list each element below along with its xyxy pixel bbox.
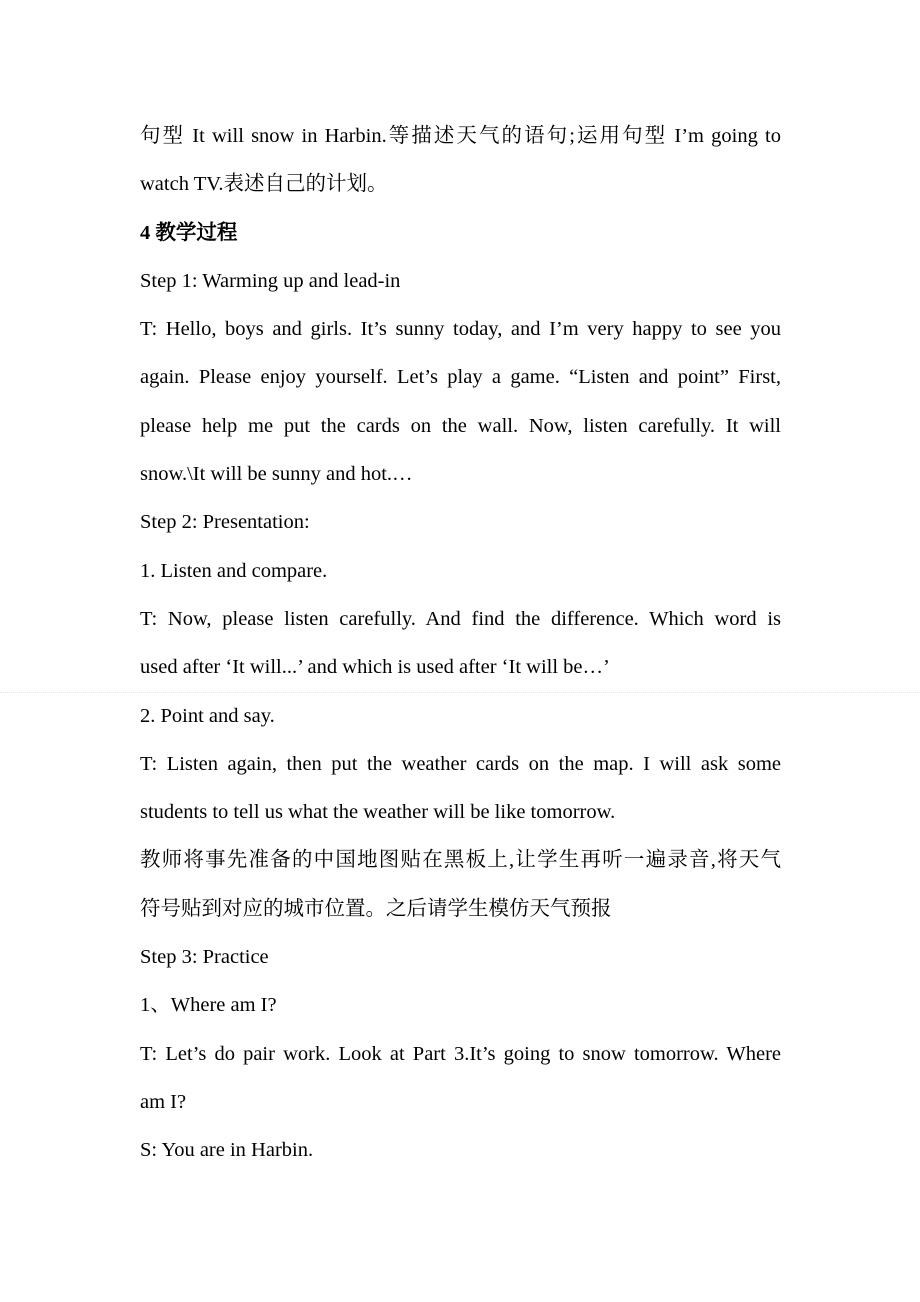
paragraph-line: used after ‘It will...’ and which is used after ‘It will be…’ bbox=[140, 656, 610, 679]
paragraph-line: 符号贴到对应的城市位置。之后请学生模仿天气预报 bbox=[140, 897, 612, 920]
paragraph-line: S: You are in Harbin. bbox=[140, 1139, 314, 1162]
paragraph-line: watch TV.表述自己的计划。 bbox=[140, 173, 388, 196]
paragraph-line: T: Let’s do pair work. Look at Part 3.It’s going to snow tomorrow. Where bbox=[140, 1042, 781, 1065]
paragraph-line: am I? bbox=[140, 1090, 187, 1113]
sub-heading: 1. Listen and compare. bbox=[140, 559, 328, 582]
paragraph-line: T: Listen again, then put the weather cards on the map. I will ask some bbox=[140, 752, 781, 775]
sub-heading: 1、Where am I? bbox=[140, 994, 277, 1017]
paragraph-line: please help me put the cards on the wall. Now, listen carefully. It will bbox=[140, 414, 781, 437]
paragraph-line: T: Now, please listen carefully. And find the difference. Which word is bbox=[140, 607, 781, 630]
paragraph-line: snow.\It will be sunny and hot.… bbox=[140, 463, 413, 486]
paragraph-line: T: Hello, boys and girls. It’s sunny today, and I’m very happy to see you bbox=[140, 318, 781, 341]
document-body bbox=[140, 112, 781, 1175]
paragraph-line: 教师将事先准备的中国地图贴在黑板上,让学生再听一遍录音,将天气 bbox=[140, 849, 781, 872]
paragraph-line: students to tell us what the weather will be like tomorrow. bbox=[140, 801, 616, 824]
paragraph-line: 句型 It will snow in Harbin.等描述天气的语句;运用句型 I’m going to bbox=[140, 125, 781, 147]
sub-heading: 2. Point and say. bbox=[140, 704, 275, 727]
step-heading: Step 2: Presentation: bbox=[140, 511, 310, 534]
step-heading: Step 1: Warming up and lead-in bbox=[140, 269, 401, 292]
step-heading: Step 3: Practice bbox=[140, 946, 269, 969]
section-heading: 4 教学过程 bbox=[140, 221, 238, 244]
paragraph-line: again. Please enjoy yourself. Let’s play a game. “Listen and point” First, bbox=[140, 366, 781, 389]
